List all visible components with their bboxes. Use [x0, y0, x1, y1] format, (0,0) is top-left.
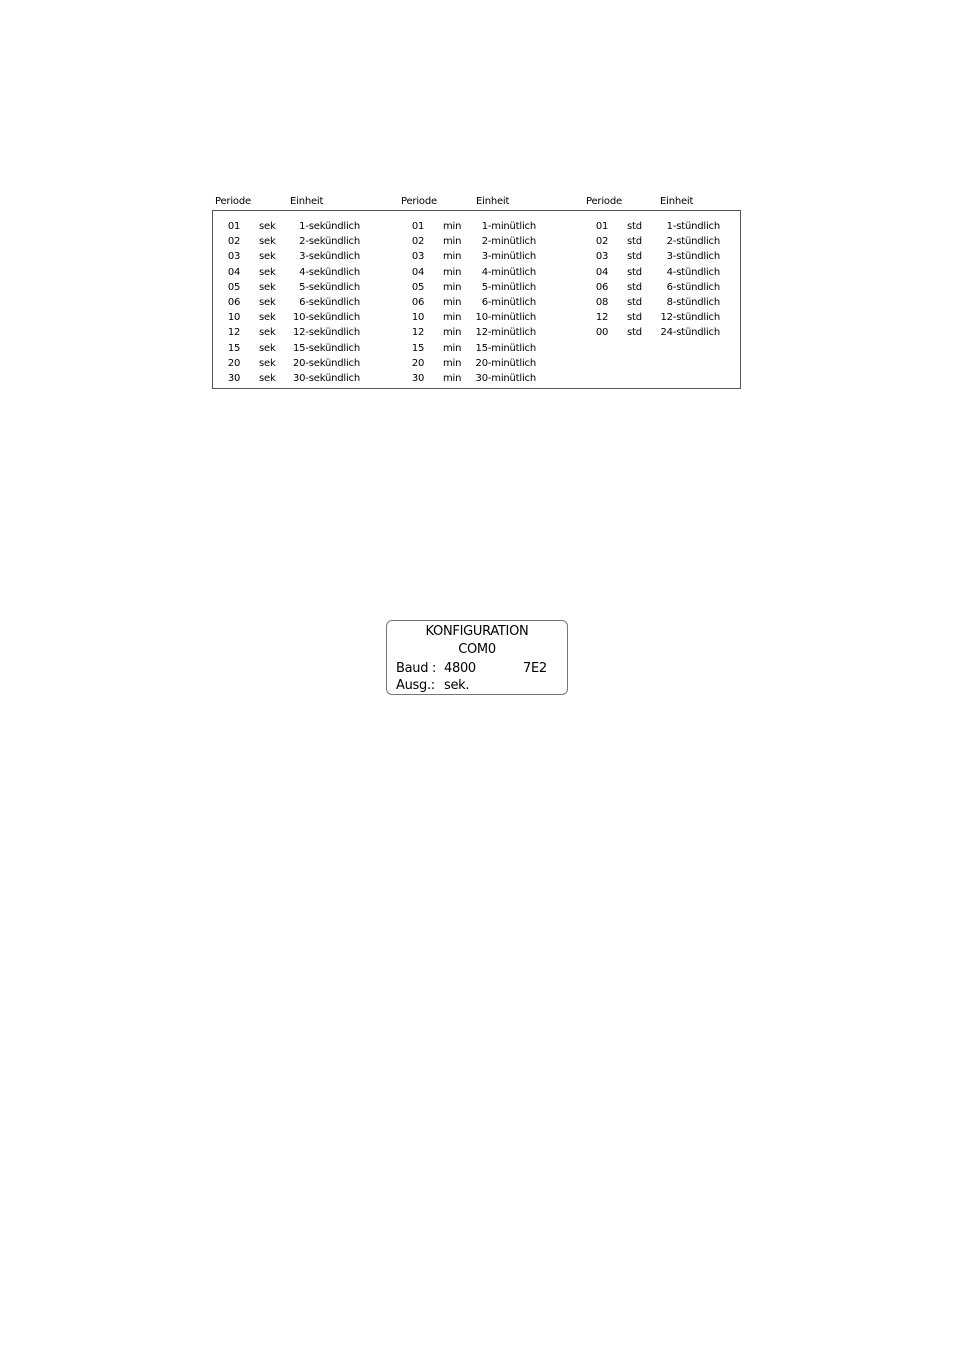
period-description: 15-sekündlich: [293, 342, 360, 354]
period-code: 10: [411, 312, 425, 324]
period-code: 00: [595, 327, 609, 339]
col2-unit-header: Einheit: [476, 196, 510, 207]
period-unit: sek: [259, 281, 276, 293]
period-unit: sek: [259, 236, 276, 248]
period-code: 08: [595, 297, 609, 308]
period-unit: min: [443, 297, 462, 308]
table-row: [224, 358, 360, 370]
table-row: [408, 251, 536, 263]
display-title: KONFIGURATION: [425, 624, 529, 639]
period-description: 10-minütlich: [475, 312, 536, 324]
period-unit: min: [443, 342, 462, 354]
table-row: [408, 373, 536, 385]
table-row: [224, 267, 360, 279]
output-label: Ausg.:: [396, 678, 435, 693]
period-description: 15-minütlich: [475, 342, 536, 354]
period-description: 2-stündlich: [666, 236, 720, 248]
period-unit: sek: [259, 373, 276, 384]
table-row: [408, 297, 536, 309]
col1-unit-header: Einheit: [290, 196, 324, 207]
period-unit: std: [627, 281, 642, 293]
period-description: 3-minütlich: [481, 251, 536, 263]
period-code: 02: [411, 236, 425, 248]
table-row: [592, 267, 720, 279]
period-description: 2-sekündlich: [299, 236, 360, 248]
col3-period-header: Periode: [586, 196, 622, 207]
period-unit: sek: [259, 221, 276, 232]
period-description: 12-stündlich: [660, 312, 720, 324]
period-code: 03: [411, 251, 425, 263]
period-code: 06: [595, 281, 609, 293]
period-code: 12: [595, 312, 609, 324]
period-description: 24-stündlich: [660, 327, 720, 339]
period-description: 5-minütlich: [481, 281, 536, 293]
period-code: 06: [227, 297, 241, 308]
period-code: 04: [595, 266, 609, 278]
table-row: [408, 221, 536, 233]
period-code: 04: [227, 266, 241, 278]
period-code: 30: [411, 373, 425, 384]
table-row: [592, 221, 720, 233]
period-unit: min: [443, 236, 462, 248]
period-unit: min: [443, 281, 462, 293]
period-unit: sek: [259, 342, 276, 354]
table-row: [408, 327, 536, 339]
format-value: 7E2: [523, 661, 547, 676]
period-description: 12-sekündlich: [293, 327, 360, 339]
table-row: [224, 282, 360, 294]
period-unit: sek: [259, 327, 276, 339]
period-description: 30-minütlich: [475, 373, 536, 384]
period-unit: std: [627, 221, 642, 232]
period-code: 01: [227, 221, 241, 232]
period-code: 01: [595, 221, 609, 232]
period-description: 1-minütlich: [481, 221, 536, 232]
baud-label: Baud :: [396, 661, 437, 676]
table-row: [408, 236, 536, 248]
period-code: 06: [411, 297, 425, 308]
period-code: 12: [411, 327, 425, 339]
table-row: [224, 297, 360, 309]
period-code: 05: [227, 281, 241, 293]
period-description: 12-minütlich: [475, 327, 536, 339]
col2-period-header: Periode: [401, 196, 437, 207]
table-row: [408, 282, 536, 294]
table-row: [592, 327, 720, 339]
table-row: [224, 312, 360, 324]
lcd-display: [386, 620, 568, 695]
period-unit: std: [627, 312, 642, 324]
table-row: [408, 312, 536, 324]
table-row: [408, 358, 536, 370]
period-description: 6-minütlich: [481, 297, 536, 308]
period-code: 20: [411, 357, 425, 369]
table-row: [224, 221, 360, 233]
period-unit: std: [627, 327, 642, 339]
period-code: 03: [227, 251, 241, 263]
table-row: [224, 251, 360, 263]
period-unit: sek: [259, 251, 276, 263]
period-code: 20: [227, 357, 241, 369]
period-description: 20-sekündlich: [293, 357, 360, 369]
period-description: 3-sekündlich: [299, 251, 360, 263]
period-description: 30-sekündlich: [293, 373, 360, 384]
baud-value: 4800: [444, 661, 476, 676]
table-row: [224, 327, 360, 339]
period-description: 5-sekündlich: [299, 281, 360, 293]
table-row: [592, 236, 720, 248]
period-unit: std: [627, 236, 642, 248]
output-value: sek.: [444, 678, 470, 693]
period-code: 30: [227, 373, 241, 384]
period-unit: sek: [259, 297, 276, 308]
period-code: 02: [595, 236, 609, 248]
period-description: 8-stündlich: [666, 297, 720, 308]
display-port: COM0: [458, 642, 496, 657]
period-code: 02: [227, 236, 241, 248]
period-code: 04: [411, 266, 425, 278]
table-row: [224, 236, 360, 248]
period-unit: min: [443, 327, 462, 339]
period-description: 20-minütlich: [475, 357, 536, 369]
table-row: [592, 251, 720, 263]
period-unit: std: [627, 297, 642, 308]
period-code: 15: [227, 342, 241, 354]
period-description: 2-minütlich: [481, 236, 536, 248]
period-description: 4-minütlich: [481, 266, 536, 278]
period-unit: std: [627, 251, 642, 263]
period-code: 01: [411, 221, 425, 232]
period-code: 03: [595, 251, 609, 263]
table-row: [592, 297, 720, 309]
table-row: [224, 343, 360, 355]
period-unit: sek: [259, 312, 276, 324]
period-description: 3-stündlich: [666, 251, 720, 263]
col1-period-header: Periode: [215, 196, 251, 207]
period-unit: min: [443, 221, 462, 232]
table-row: [408, 343, 536, 355]
period-description: 4-sekündlich: [299, 266, 360, 278]
period-unit: std: [627, 266, 642, 278]
period-unit: sek: [259, 357, 276, 369]
table-row: [592, 282, 720, 294]
period-description: 1-stündlich: [666, 221, 720, 232]
col3-unit-header: Einheit: [660, 196, 694, 207]
period-description: 6-sekündlich: [299, 297, 360, 308]
period-code: 05: [411, 281, 425, 293]
period-unit: min: [443, 266, 462, 278]
period-unit: min: [443, 312, 462, 324]
period-description: 1-sekündlich: [299, 221, 360, 232]
period-description: 10-sekündlich: [293, 312, 360, 324]
table-row: [408, 267, 536, 279]
period-code: 12: [227, 327, 241, 339]
table-row: [592, 312, 720, 324]
period-unit: min: [443, 357, 462, 369]
period-code: 10: [227, 312, 241, 324]
period-unit: min: [443, 373, 462, 384]
period-unit: sek: [259, 266, 276, 278]
period-description: 6-stündlich: [666, 281, 720, 293]
table-row: [224, 373, 360, 385]
period-code: 15: [411, 342, 425, 354]
period-unit: min: [443, 251, 462, 263]
period-description: 4-stündlich: [666, 266, 720, 278]
